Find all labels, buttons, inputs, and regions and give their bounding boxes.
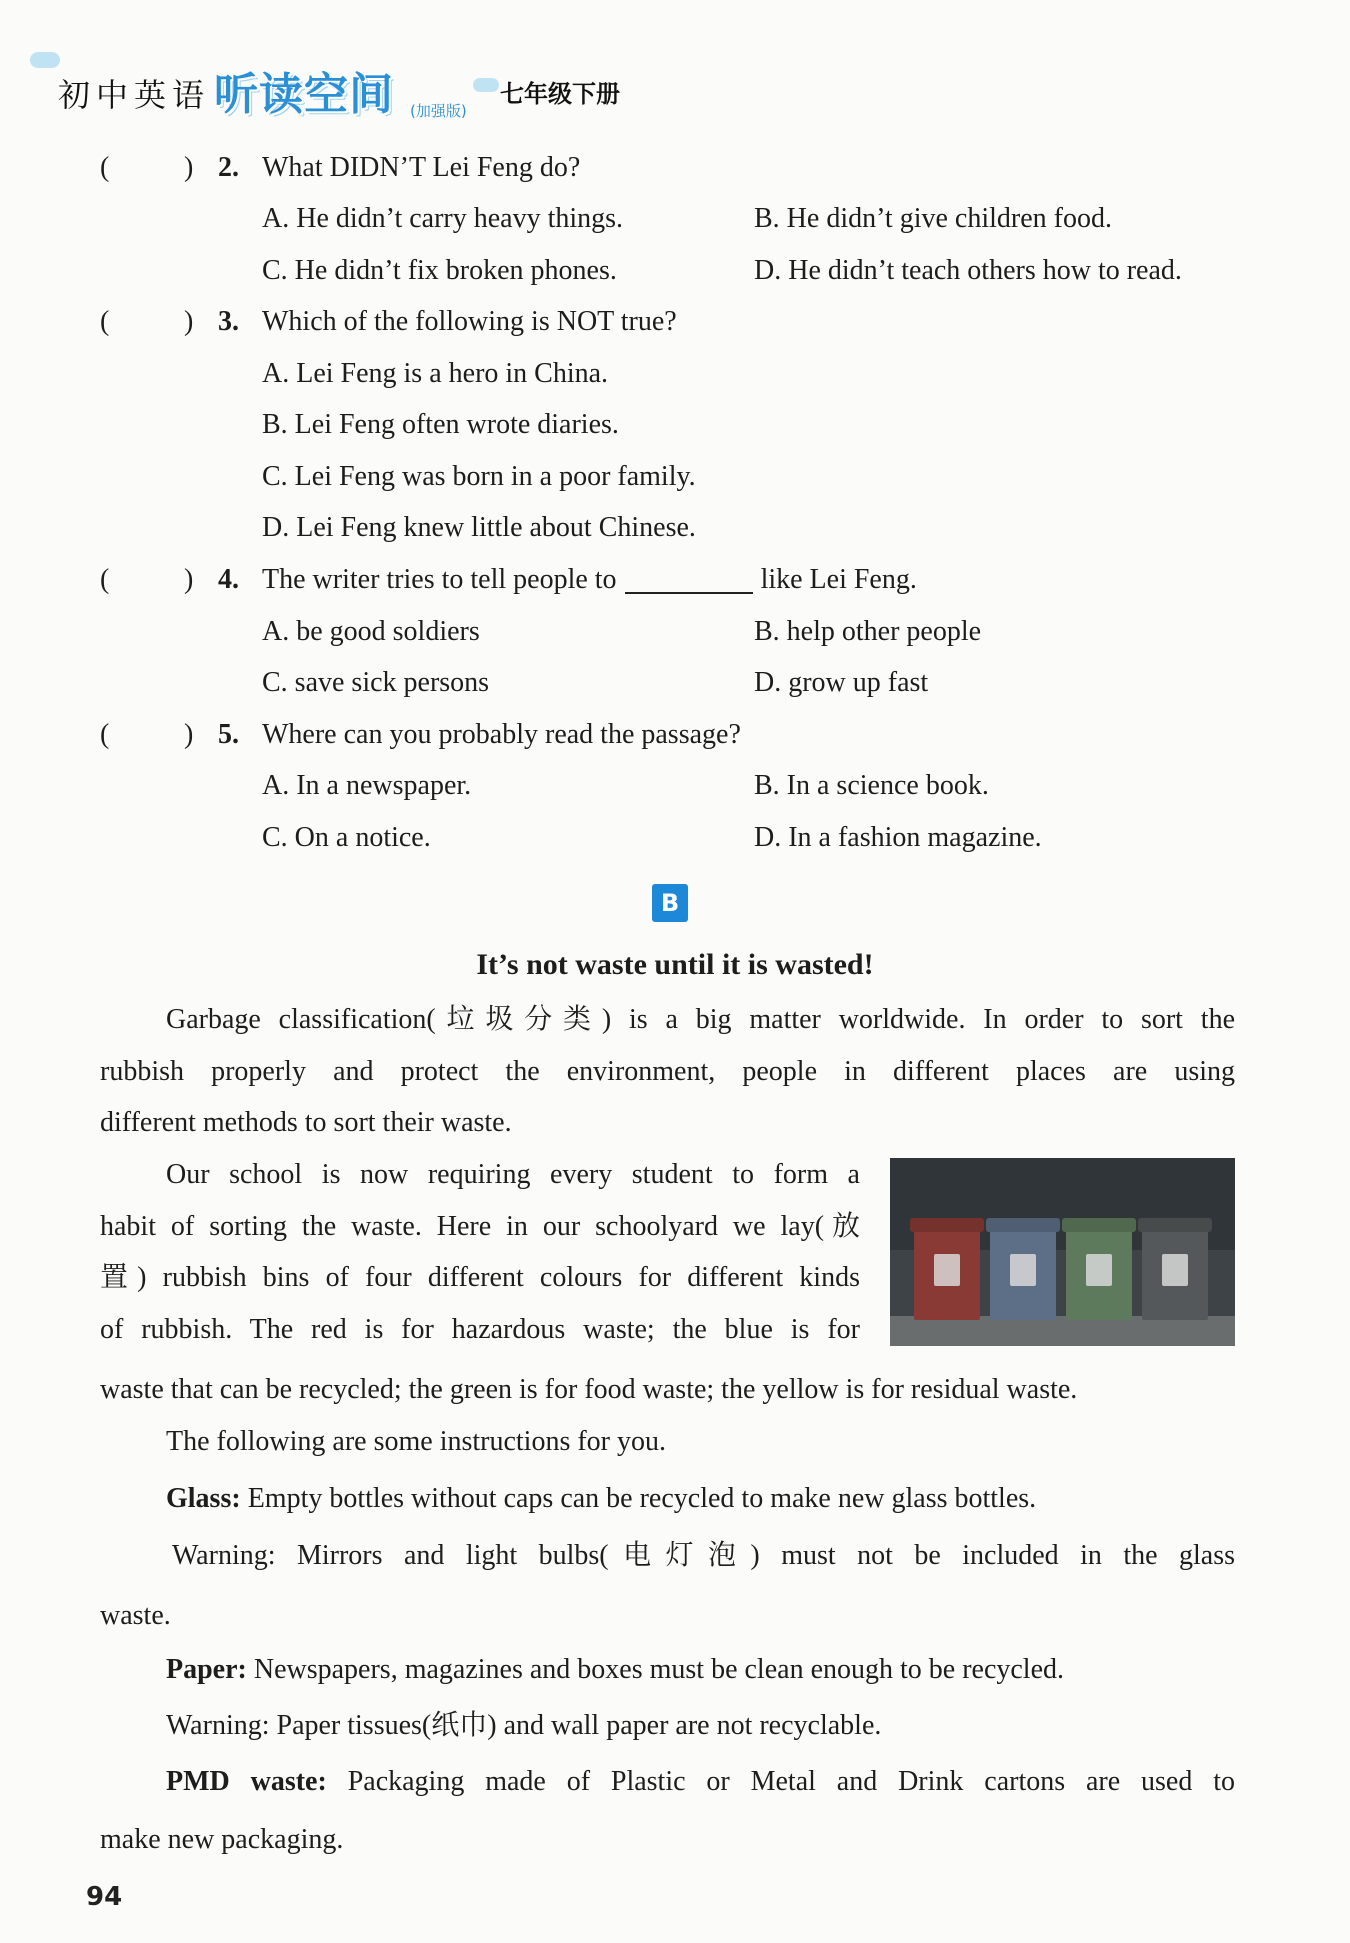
page-number: 94 [86,1882,123,1912]
option-c: C. He didn’t fix broken phones. [262,255,617,286]
option-a: A. Lei Feng is a hero in China. [262,358,609,389]
photo-ground [890,1316,1235,1346]
option-d: D. Lei Feng knew little about Chinese. [262,512,696,543]
bin-lid [1062,1218,1136,1232]
question-stem [262,564,917,596]
bin-label [1086,1254,1112,1286]
bin-lid [986,1218,1060,1232]
paragraph-line: The following are some instructions for you. [166,1426,667,1457]
warning-label: Warning: [172,1540,276,1571]
option-c: C. On a notice. [262,822,431,853]
option-a: A. In a newspaper. [262,770,472,801]
question-stem: Which of the following is NOT true? [262,306,677,337]
option-d: D. grow up fast [754,667,929,698]
option-b: B. Lei Feng often wrote diaries. [262,409,619,440]
paragraph-2 [100,1149,860,1355]
option-c: C. Lei Feng was born in a poor family. [262,461,696,492]
answer-paren-right: ) [184,719,194,750]
bin-lid [910,1218,984,1232]
paragraph-line: of rubbish. The red is for hazardous waste; the blue is for [100,1313,860,1345]
fill-in-blank[interactable] [625,564,753,594]
answer-paren-left[interactable]: ( [100,306,110,337]
paragraph-line: Our school is now requiring every student to form a [166,1159,860,1190]
stem-before-blank: The writer tries to tell people to [262,564,617,595]
question-5 [0,719,1350,759]
question-number: 2. [218,152,239,183]
question-4 [0,564,1350,604]
grade-label: 七年级下册 [500,80,620,108]
answer-paren-right: ) [184,152,194,183]
cloud-icon [30,52,60,68]
paragraph-line: waste that can be recycled; the green is for food waste; the yellow is for residual waste. [100,1374,1078,1405]
answer-paren-left[interactable]: ( [100,564,110,595]
warning-label: Warning: [166,1710,270,1741]
option-b: B. He didn’t give children food. [754,203,1112,234]
pmd-instruction [100,1756,1235,1865]
pmd-text-continued: make new packaging. [100,1823,344,1855]
option-b: B. help other people [754,616,982,647]
bin-label [1162,1254,1188,1286]
paragraph-line: rubbish properly and protect the environment, people in different places are using [100,1055,1235,1087]
glass-instruction [166,1473,1236,1525]
answer-paren-right: ) [184,564,194,595]
series-title: 初中英语 [58,76,211,114]
question-3 [0,306,1350,346]
paper-text: Newspapers, magazines and boxes must be clean enough to be recycled. [253,1654,1065,1685]
paragraph-2-continued [100,1364,1235,1416]
answer-paren-left[interactable]: ( [100,152,110,183]
blue-bin [990,1228,1056,1320]
bin-label [934,1254,960,1286]
question-number: 4. [218,564,239,595]
page-header [28,48,728,128]
paper-warning [166,1700,1236,1752]
question-number: 3. [218,306,239,337]
warning-text: Paper tissues(纸巾) and wall paper are not recyclable. [276,1710,882,1741]
question-stem: Where can you probably read the passage? [262,719,741,750]
paragraph-line: different methods to sort their waste. [100,1107,512,1138]
bin-label [1010,1254,1036,1286]
option-b: B. In a science book. [754,770,989,801]
option-d: D. He didn’t teach others how to read. [754,255,1182,286]
bin-lid [1138,1218,1212,1232]
answer-paren-right: ) [184,306,194,337]
paper-label: Paper: [166,1654,247,1685]
green-bin [1066,1228,1132,1320]
edition-label: (加强版) [410,102,467,120]
passage-title: It’s not waste until it is wasted! [476,948,874,981]
red-bin [914,1228,980,1320]
option-d: D. In a fashion magazine. [754,822,1042,853]
option-a: A. He didn’t carry heavy things. [262,203,624,234]
paragraph-3 [166,1416,1166,1468]
warning-text-continued: waste. [100,1599,171,1631]
paragraph-1 [100,994,1235,1149]
question-stem: What DIDN’T Lei Feng do? [262,152,581,183]
question-2 [0,152,1350,192]
paragraph-line: Garbage classification(垃圾分类) is a big matter worldwide. In order to sort the [166,1004,1235,1035]
brand-logo: 听读空间 [214,69,394,120]
glass-label: Glass: [166,1483,241,1514]
yellow-bin [1142,1228,1208,1320]
rubbish-bins-photo [890,1158,1235,1346]
glass-warning [100,1530,1235,1641]
pmd-text: Packaging made of Plastic or Metal and Drink cartons are used to [347,1766,1236,1797]
option-c: C. save sick persons [262,667,490,698]
cloud-icon [473,78,499,92]
option-a: A. be good soldiers [262,616,480,647]
answer-paren-left[interactable]: ( [100,719,110,750]
paragraph-line: 置) rubbish bins of four different colours for different kinds [100,1262,860,1293]
paragraph-line: habit of sorting the waste. Here in our schoolyard we lay(放 [100,1210,860,1242]
section-badge: B [652,884,688,922]
pmd-label: PMD waste: [166,1766,327,1797]
question-number: 5. [218,719,239,750]
warning-text: Mirrors and light bulbs(电灯泡) must not be included in the glass [296,1540,1235,1571]
stem-after-blank: like Lei Feng. [760,564,917,595]
paper-instruction [166,1644,1236,1696]
glass-text: Empty bottles without caps can be recycled to make new glass bottles. [247,1483,1037,1514]
